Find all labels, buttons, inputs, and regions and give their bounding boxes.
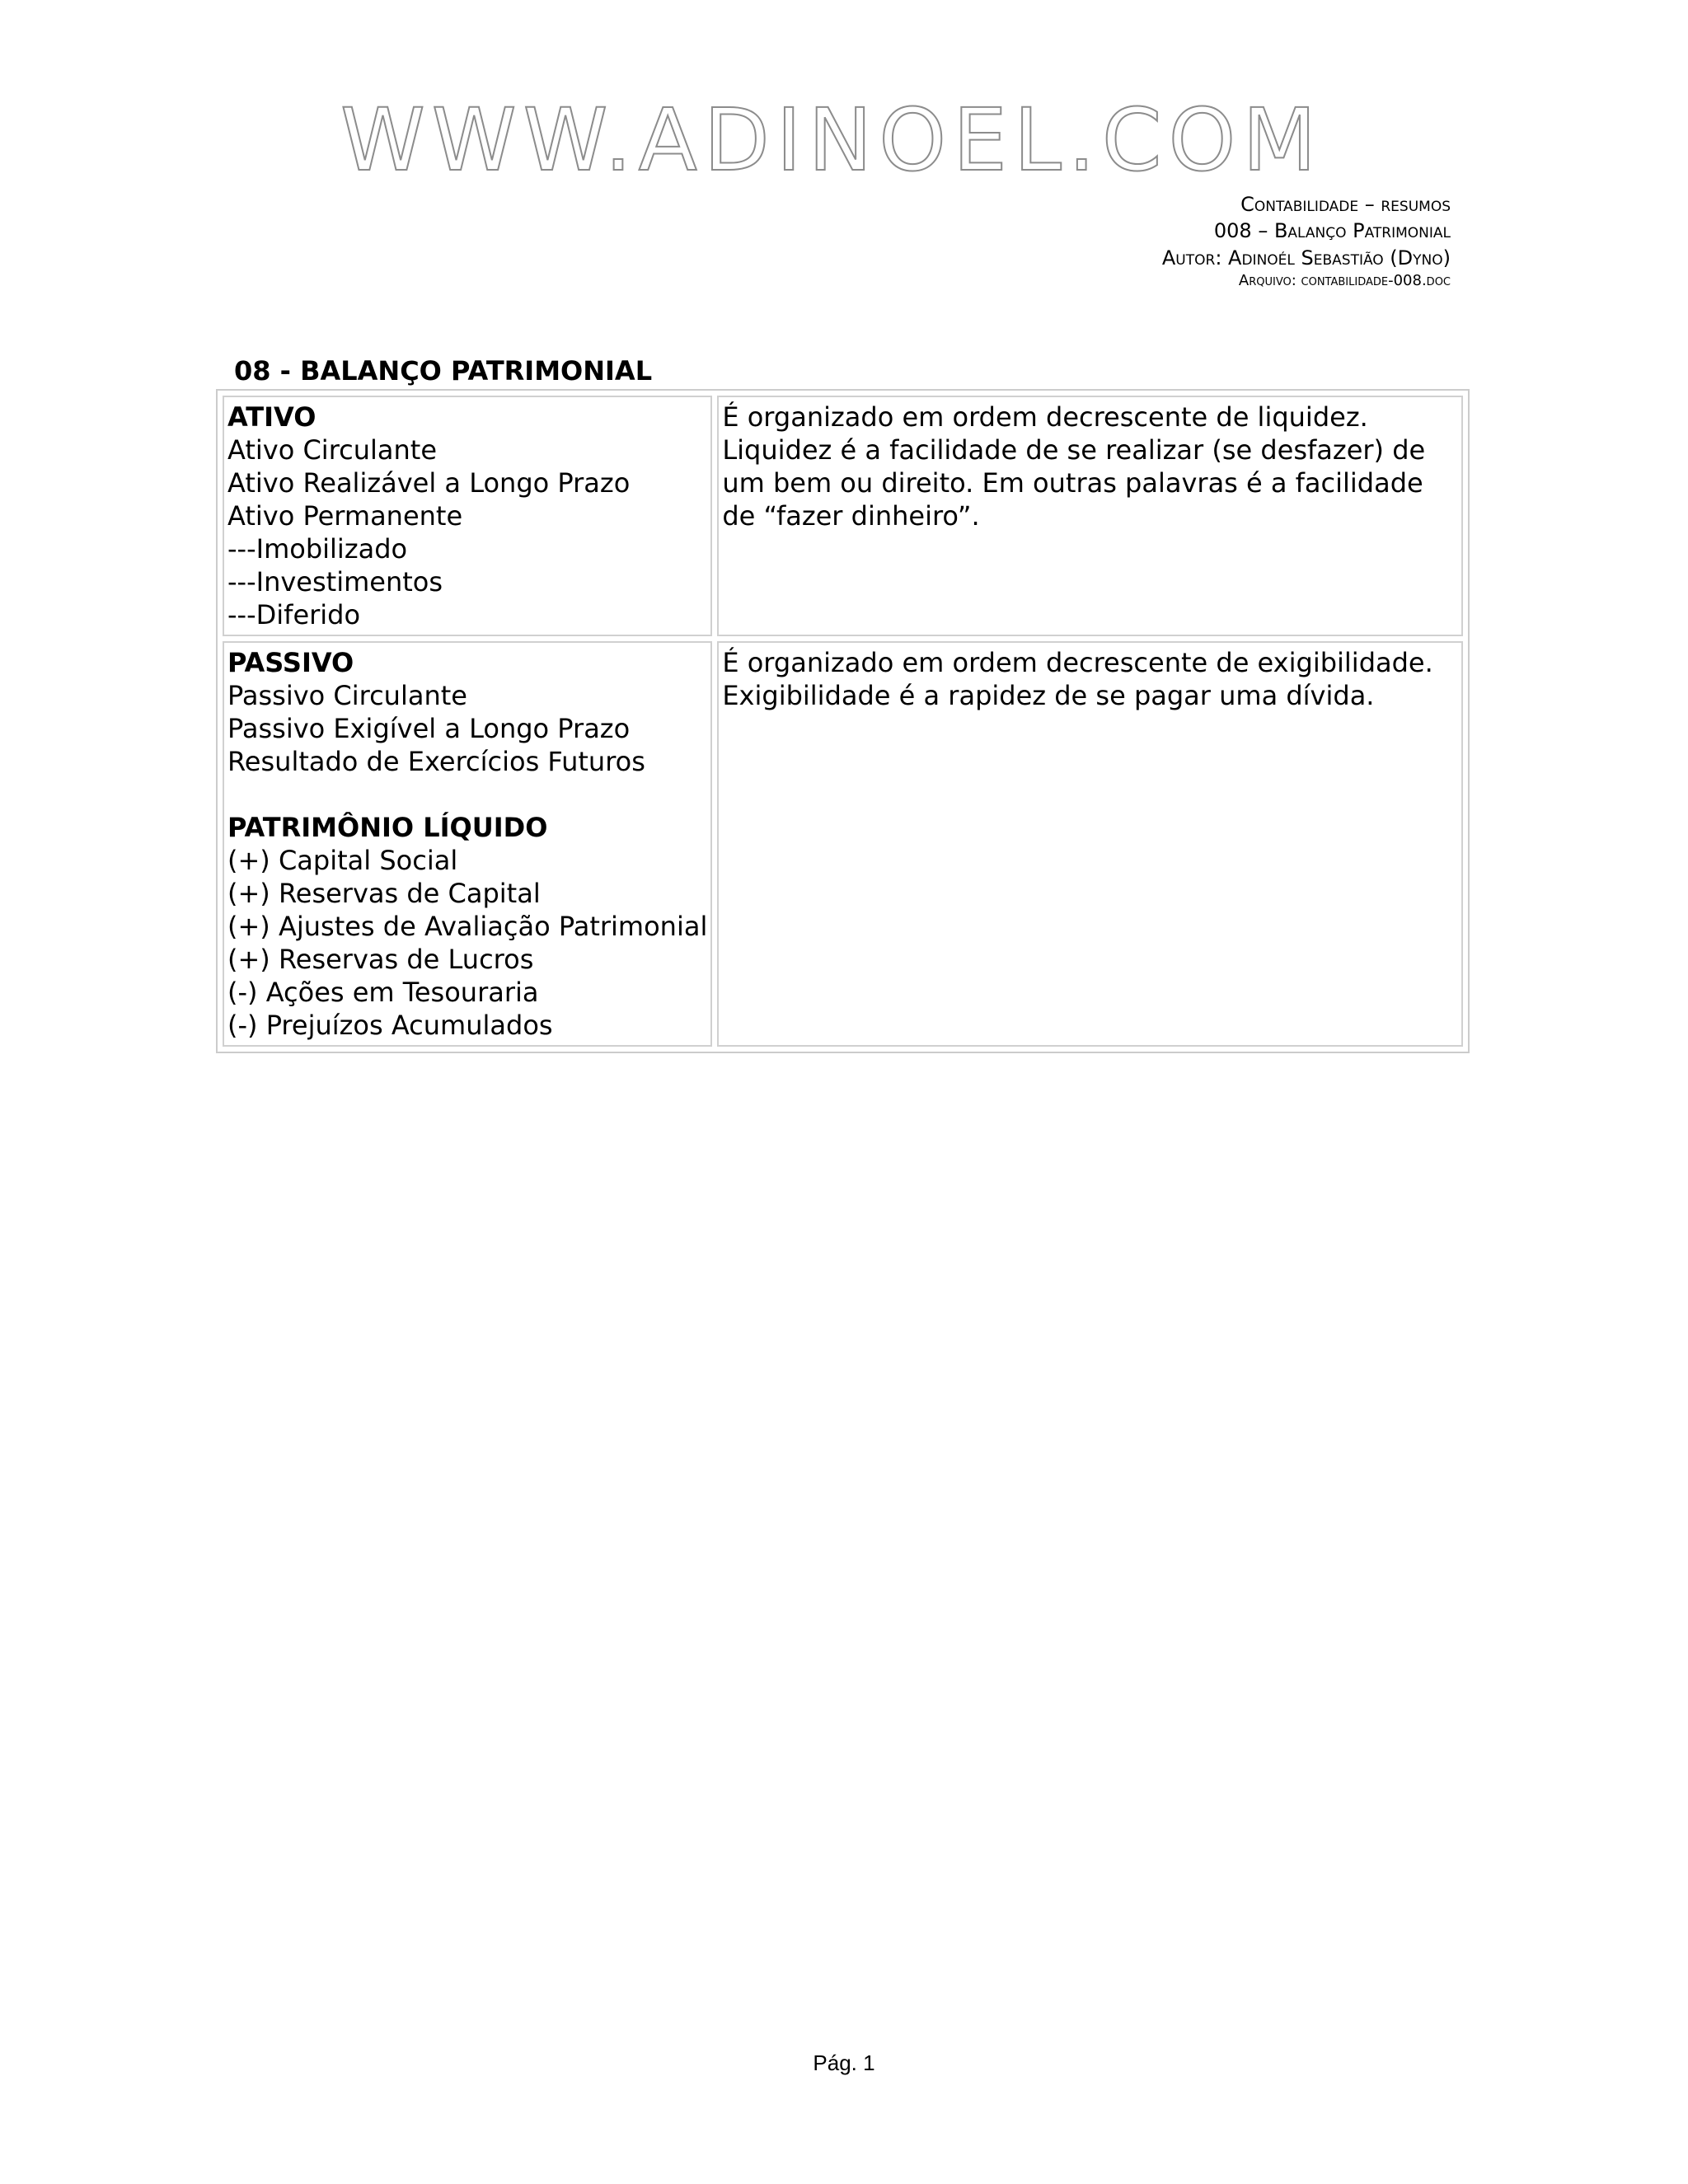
list-item: (+) Capital Social	[227, 845, 458, 876]
list-item: Ativo Permanente	[227, 500, 463, 532]
list-item: Passivo Circulante	[227, 680, 467, 711]
patrimonio-liquido-heading: PATRIMÔNIO LÍQUIDO	[227, 812, 548, 843]
list-item: (+) Ajustes de Avaliação Patrimonial	[227, 911, 708, 942]
list-item: ---Diferido	[227, 599, 361, 630]
ativo-description-line: É organizado em ordem decrescente de liquidez.	[722, 401, 1368, 433]
passivo-heading: PASSIVO	[227, 647, 354, 678]
document-header	[1162, 191, 1451, 291]
header-subject: Contabilidade – resumos	[1240, 193, 1451, 216]
passivo-description-cell	[717, 641, 1463, 1047]
ativo-structure-cell	[223, 396, 712, 636]
passivo-description-line: É organizado em ordem decrescente de exigibilidade.	[722, 647, 1433, 678]
ativo-heading: ATIVO	[227, 401, 316, 433]
list-item: ---Imobilizado	[227, 533, 408, 565]
list-item: (+) Reservas de Lucros	[227, 944, 534, 975]
table-row-passivo	[223, 641, 1463, 1047]
list-item: Ativo Realizável a Longo Prazo	[227, 467, 631, 499]
list-item: (+) Reservas de Capital	[227, 878, 541, 909]
page-title: 08 - BALANÇO PATRIMONIAL	[234, 355, 653, 387]
header-filename: Arquivo: contabilidade-008.doc	[1238, 272, 1451, 290]
balance-sheet-table	[216, 389, 1470, 1053]
ativo-description-cell	[717, 396, 1463, 636]
header-author: Autor: Adinoél Sebastião (Dyno)	[1161, 246, 1451, 269]
list-item: (-) Prejuízos Acumulados	[227, 1010, 553, 1041]
table-row-ativo	[223, 396, 1463, 636]
site-watermark: WWW.ADINOEL.COM	[340, 90, 1324, 190]
list-item: Resultado de Exercícios Futuros	[227, 746, 645, 777]
header-chapter: 008 – Balanço Patrimonial	[1213, 219, 1451, 243]
exigibilidade-definition: Exigibilidade é a rapidez de se pagar uma dívida.	[722, 680, 1375, 711]
passivo-structure-cell	[223, 641, 712, 1047]
list-item: Passivo Exigível a Longo Prazo	[227, 713, 631, 744]
list-item: Ativo Circulante	[227, 434, 438, 466]
list-item: (-) Ações em Tesouraria	[227, 977, 539, 1008]
liquidez-definition: Liquidez é a facilidade de se realizar (se desfazer) de um bem ou direito. Em outras palavras é a facilidade de “fazer dinheiro”.	[722, 434, 1426, 532]
page-number: Pág. 1	[813, 2050, 875, 2075]
blank-line	[227, 778, 707, 811]
list-item: ---Investimentos	[227, 566, 443, 598]
